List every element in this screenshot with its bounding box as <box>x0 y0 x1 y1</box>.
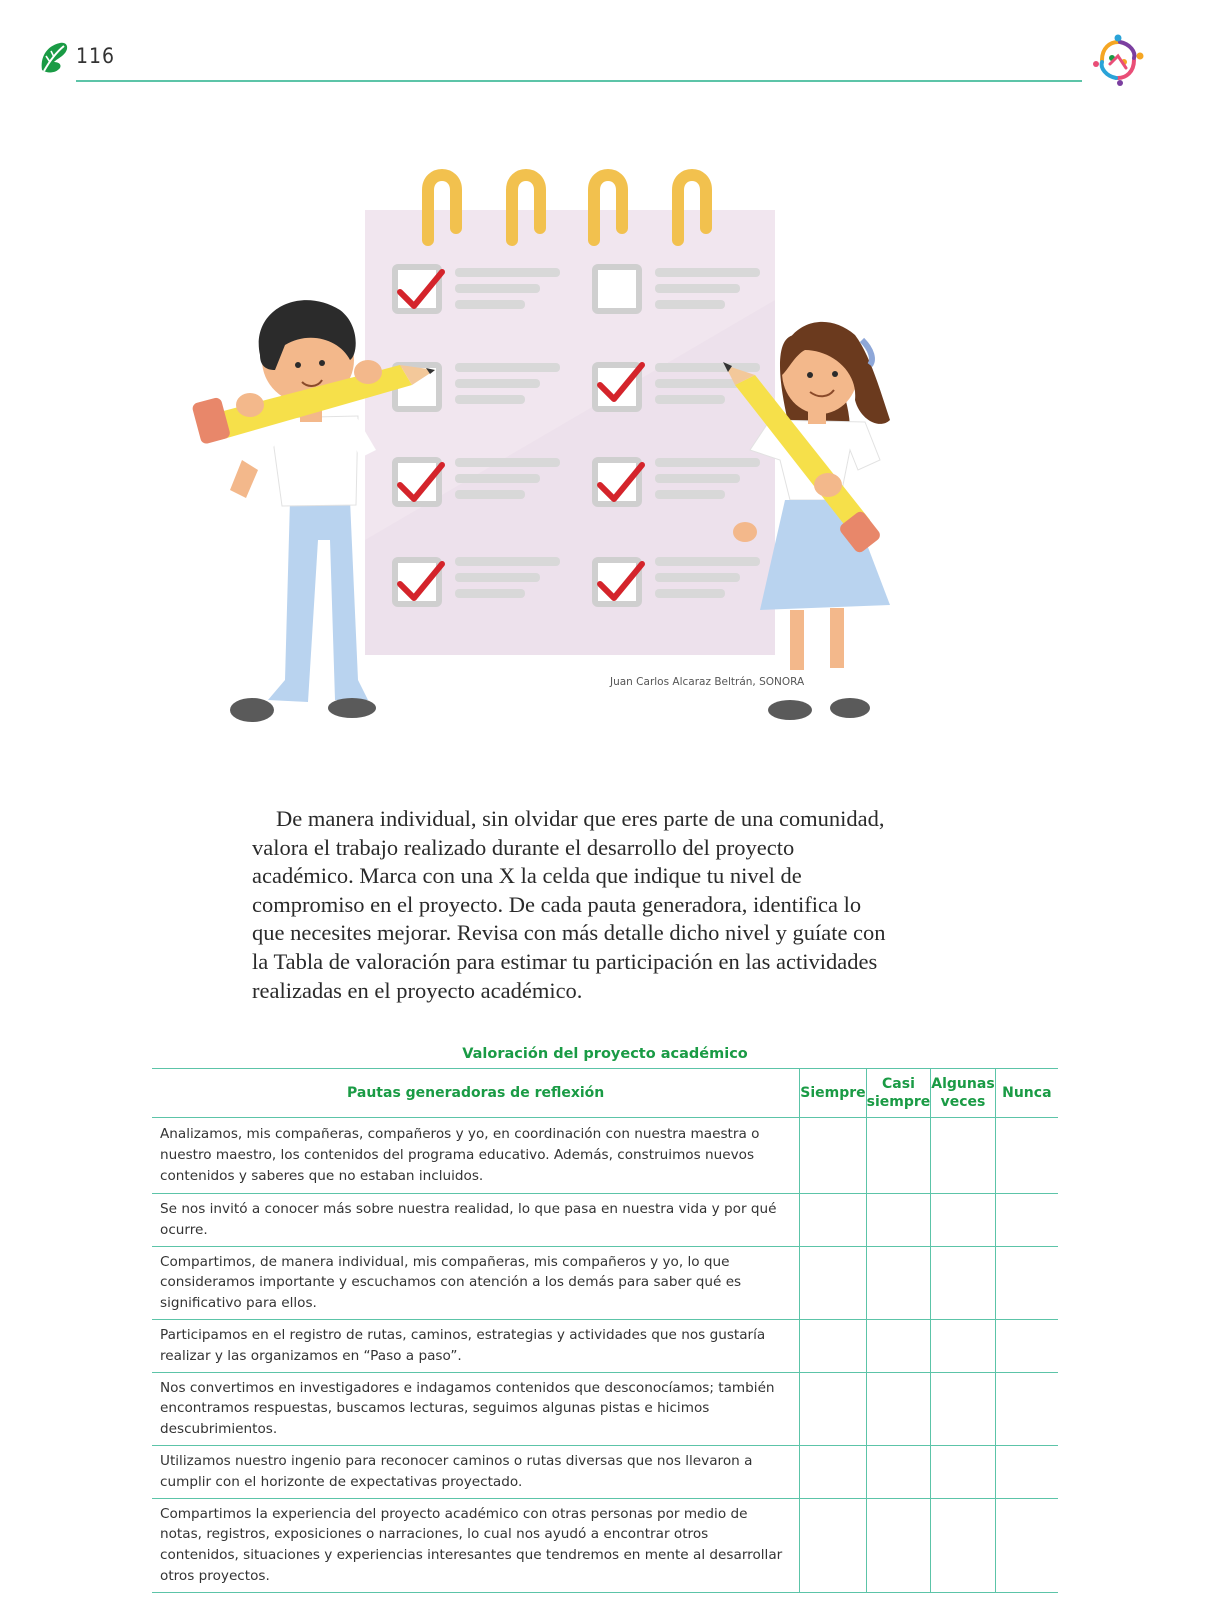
table-row <box>152 1319 1058 1372</box>
rating-cell-siempre[interactable] <box>800 1319 866 1372</box>
page-number: 116 <box>76 44 116 68</box>
rating-cell-nunca[interactable] <box>995 1372 1058 1445</box>
rating-cell-algunas-veces[interactable] <box>931 1372 995 1445</box>
rating-cell-nunca[interactable] <box>995 1194 1058 1247</box>
page-header <box>0 0 1214 100</box>
rating-cell-nunca[interactable] <box>995 1445 1058 1498</box>
rating-cell-algunas-veces[interactable] <box>931 1445 995 1498</box>
rating-cell-casi-siempre[interactable] <box>866 1372 931 1445</box>
rating-cell-siempre[interactable] <box>800 1372 866 1445</box>
header-nunca: Nunca <box>995 1069 1058 1118</box>
rating-cell-casi-siempre[interactable] <box>866 1246 931 1319</box>
rating-cell-algunas-veces[interactable] <box>931 1194 995 1247</box>
header-siempre: Siempre <box>800 1069 866 1118</box>
rating-cell-nunca[interactable] <box>995 1498 1058 1592</box>
pauta-text: Participamos en el registro de rutas, caminos, estrategias y actividades que nos gustaría realizar y las organizamos en “Paso a paso”. <box>152 1319 800 1372</box>
table-row <box>152 1498 1058 1592</box>
instructions-text: De manera individual, sin olvidar que eres parte de una comunidad, valora el trabajo realizado durante el desarrollo del proyecto académico. Marca con una X la celda que indique tu nivel de compromiso en el proyecto. De cada pauta generadora, identifica lo que necesites mejorar. Revisa con más detalle dicho nivel y guíate con la Tabla de valoración para estimar tu participación en las actividades realizadas en el proyecto académico. <box>252 806 886 1003</box>
table-row <box>152 1194 1058 1247</box>
table-row <box>152 1246 1058 1319</box>
rating-cell-casi-siempre[interactable] <box>866 1445 931 1498</box>
rating-cell-casi-siempre[interactable] <box>866 1194 931 1247</box>
rating-cell-algunas-veces[interactable] <box>931 1319 995 1372</box>
illustration-credit: Juan Carlos Alcaraz Beltrán, SONORA <box>610 676 805 688</box>
rating-cell-siempre[interactable] <box>800 1498 866 1592</box>
rating-cell-siempre[interactable] <box>800 1194 866 1247</box>
rating-cell-nunca[interactable] <box>995 1319 1058 1372</box>
rating-cell-siempre[interactable] <box>800 1118 866 1194</box>
colorful-people-circle-logo <box>1090 34 1146 86</box>
rating-cell-siempre[interactable] <box>800 1246 866 1319</box>
pauta-text: Analizamos, mis compañeras, compañeros y yo, en coordinación con nuestra maestra o nuestro maestro, los contenidos del programa educativo. Además, construimos nuevos contenidos y saberes que no estaban incluidos. <box>152 1118 800 1194</box>
rating-cell-casi-siempre[interactable] <box>866 1319 931 1372</box>
pauta-text: Nos convertimos en investigadores e indagamos contenidos que desconocíamos; también encontramos respuestas, buscamos lecturas, seguimos algunas pistas e hicimos descubrimientos. <box>152 1372 800 1445</box>
pauta-text: Se nos invitó a conocer más sobre nuestra realidad, lo que pasa en nuestra vida y por qué ocurre. <box>152 1194 800 1247</box>
header-algunas-veces: Algunas veces <box>931 1069 995 1118</box>
rating-cell-algunas-veces[interactable] <box>931 1246 995 1319</box>
pauta-text: Compartimos, de manera individual, mis compañeras, mis compañeros y yo, lo que consideramos importante y escuchamos con atención a los demás para saber qué es significativo para ellos. <box>152 1246 800 1319</box>
header-rule <box>76 80 1082 82</box>
checklist-illustration <box>190 160 940 760</box>
instructions-paragraph <box>252 805 892 1005</box>
rating-cell-casi-siempre[interactable] <box>866 1118 931 1194</box>
valoracion-table <box>152 1068 1058 1593</box>
green-leaf-icon <box>38 40 70 76</box>
rating-cell-siempre[interactable] <box>800 1445 866 1498</box>
pauta-text: Compartimos la experiencia del proyecto académico con otras personas por medio de notas, registros, exposiciones o narraciones, lo cual nos ayudó a encontrar otros contenidos, situaciones y experiencias interesantes que tendremos en mente al desarrollar otros proyectos. <box>152 1498 800 1592</box>
table-title: Valoración del proyecto académico <box>462 1046 748 1062</box>
header-pautas: Pautas generadoras de reflexión <box>152 1069 800 1118</box>
rating-cell-casi-siempre[interactable] <box>866 1498 931 1592</box>
table-header-row <box>152 1069 1058 1118</box>
rating-cell-algunas-veces[interactable] <box>931 1118 995 1194</box>
header-casi-siempre: Casi siempre <box>866 1069 931 1118</box>
pauta-text: Utilizamos nuestro ingenio para reconocer caminos o rutas diversas que nos llevaron a cumplir con el horizonte de expectativas proyectado. <box>152 1445 800 1498</box>
table-row <box>152 1372 1058 1445</box>
rating-cell-algunas-veces[interactable] <box>931 1498 995 1592</box>
rating-cell-nunca[interactable] <box>995 1118 1058 1194</box>
rating-cell-nunca[interactable] <box>995 1246 1058 1319</box>
table-row <box>152 1445 1058 1498</box>
table-row <box>152 1118 1058 1194</box>
